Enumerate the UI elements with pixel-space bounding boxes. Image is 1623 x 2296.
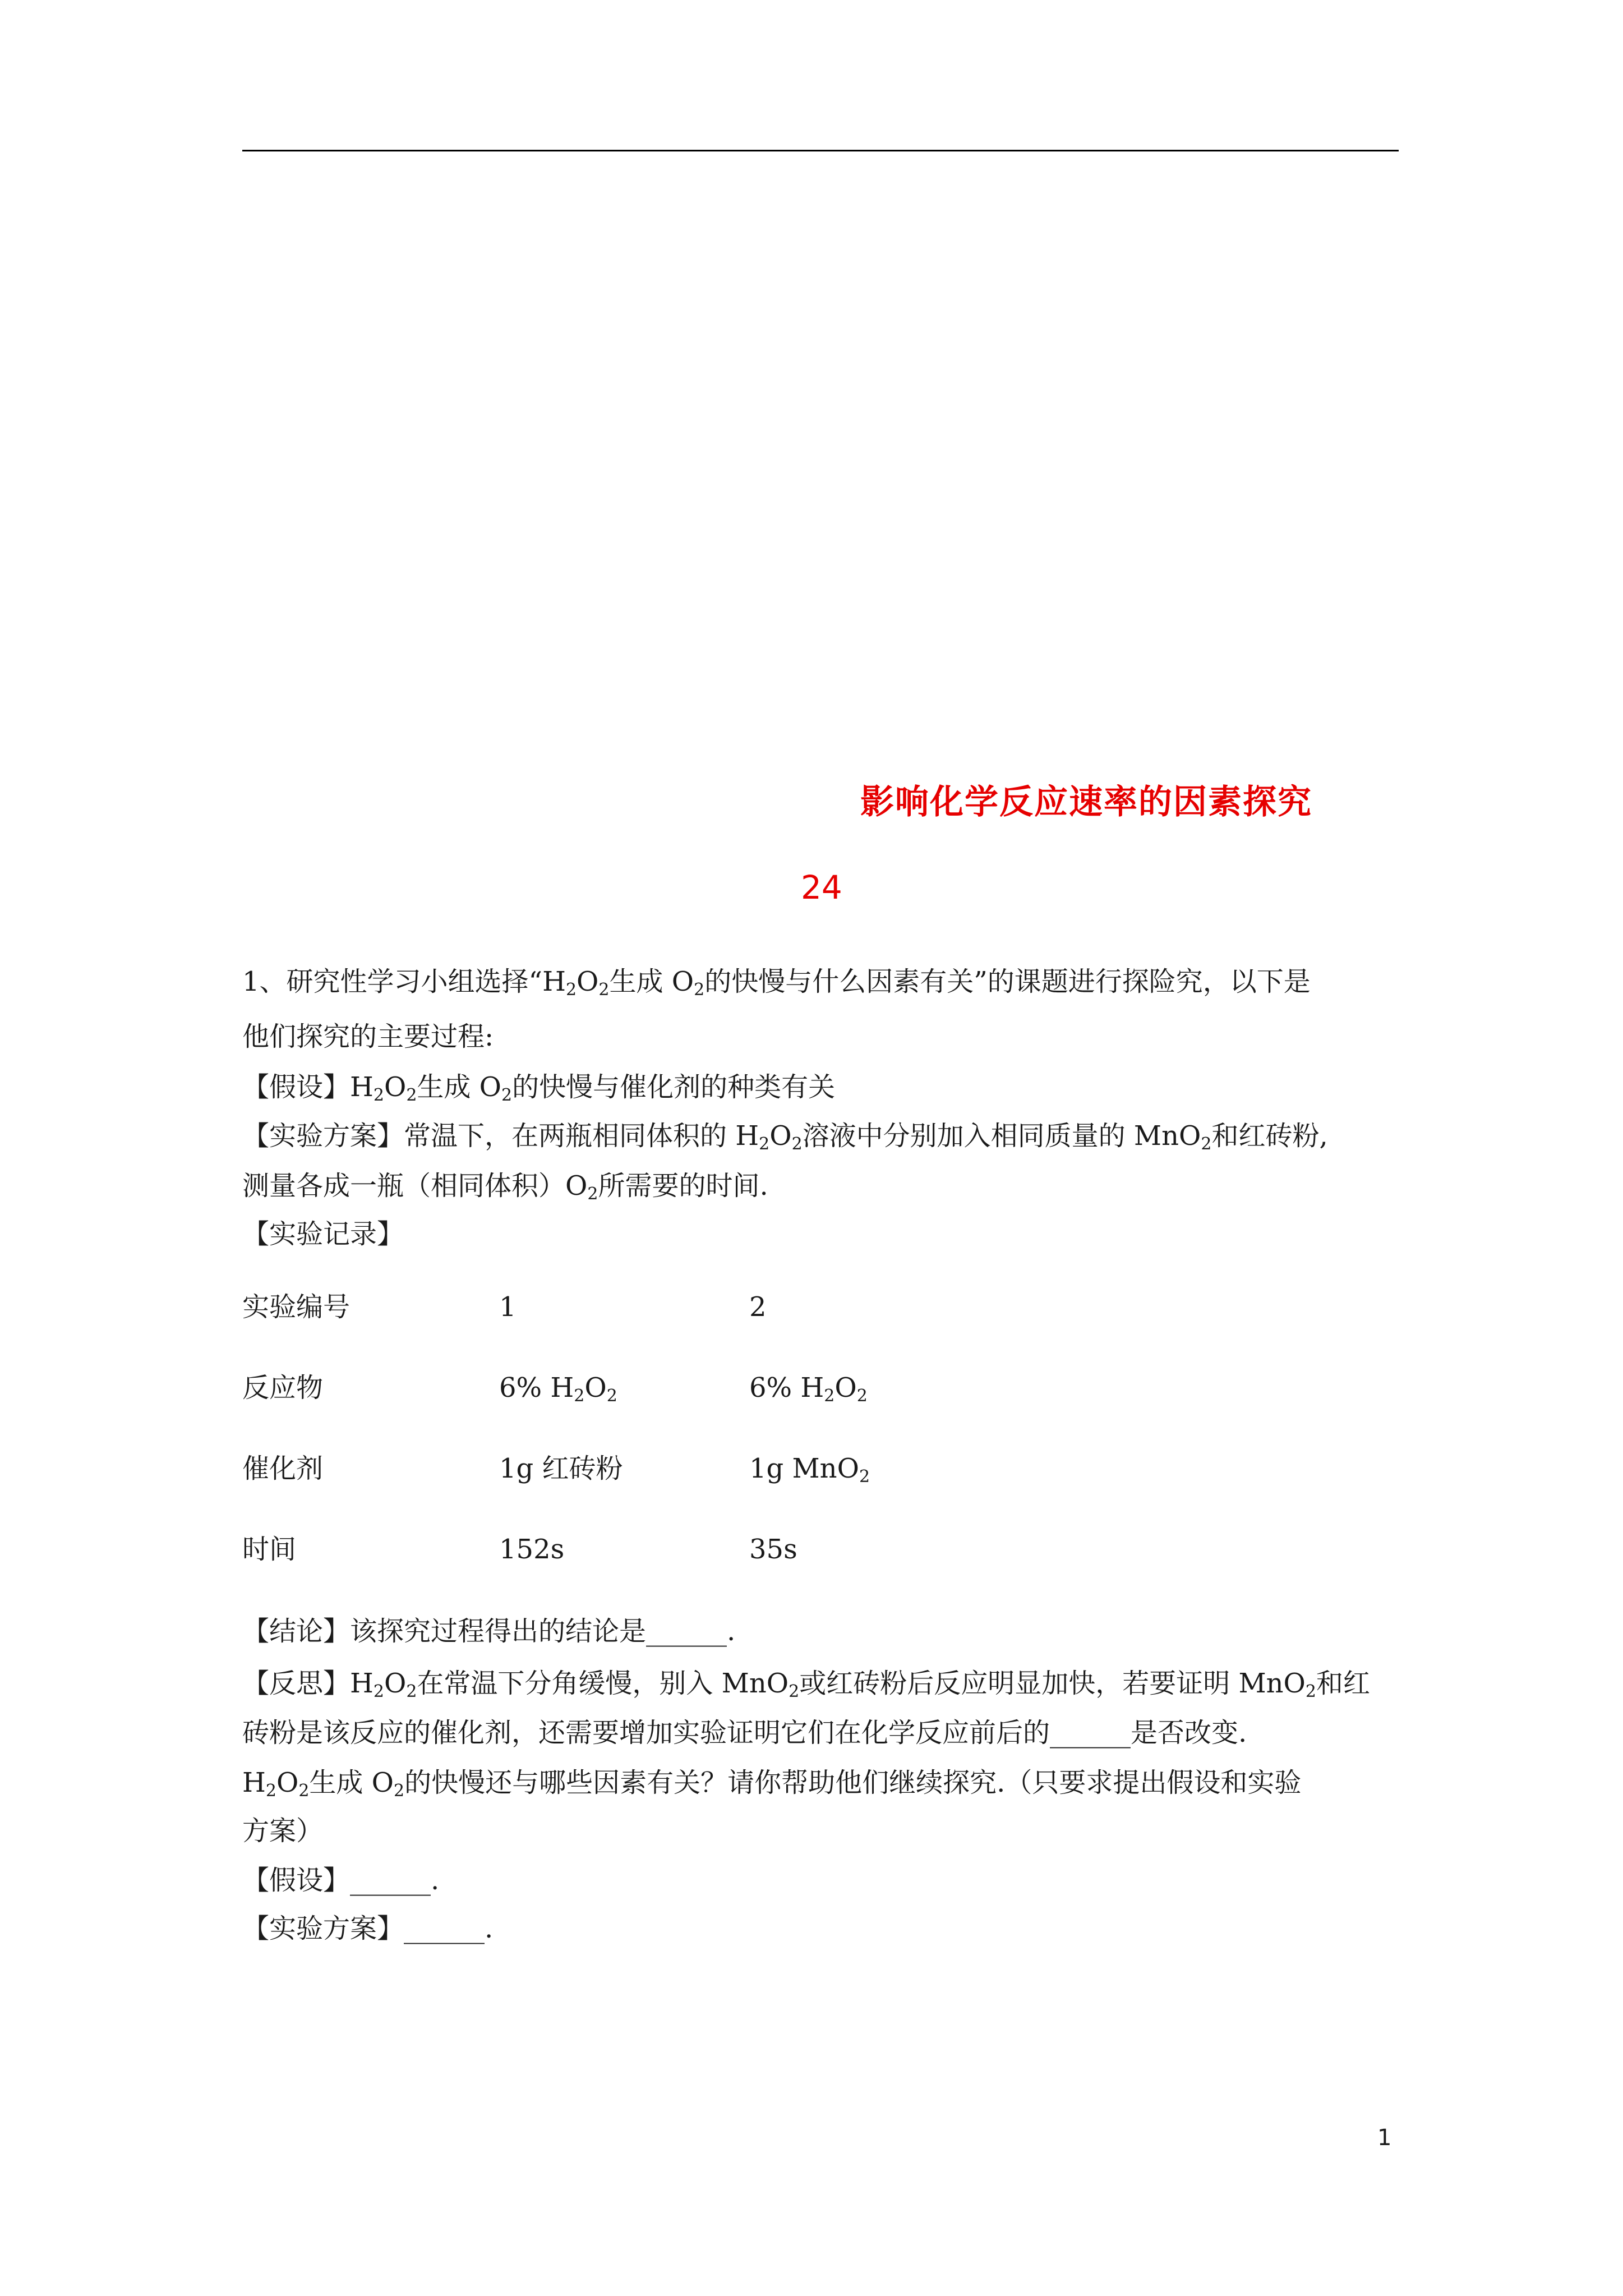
further-question-line-2: 方案）: [242, 1815, 324, 1847]
question-line-1: 1、研究性学习小组选择“$H_2O_2$生成 $O_2$的快慢与什么因素有关”的课题进行探险究，以下是: [242, 966, 1311, 1000]
question-line-2: 他们探究的主要过程:: [242, 1021, 494, 1052]
conclusion: 【结论】该探究过程得出的结论是______.: [242, 1616, 736, 1647]
hypothesis: 【假设】$H_2O_2$生成 $O_2$的快慢与催化剂的种类有关: [242, 1071, 836, 1105]
further-question: $H_2O_2$生成 $O_2$的快慢还与哪些因素有关？请你帮助他们继续探究.（只要求提出假设和实验: [242, 1767, 1302, 1801]
doc-number: 24: [801, 868, 842, 907]
doc-title: 影响化学反应速率的因素探究: [860, 783, 1312, 822]
experiment-plan: 【实验方案】常温下，在两瓶相同体积的 $H_2O_2$溶液中分别加入相同质量的 MnO$_2$和红砖粉,: [242, 1120, 1328, 1154]
table-row-label: 时间: [242, 1534, 297, 1565]
table-cell: 152s: [499, 1534, 565, 1565]
experiment-plan-line-2: 测量各成一瓶（相同体积）$O_2$所需要的时间.: [242, 1170, 768, 1204]
record-label: 【实验记录】: [242, 1218, 404, 1250]
table-cell: 2: [749, 1291, 767, 1323]
table-cell: 6% $H_2O_2$: [499, 1372, 617, 1406]
table-cell: 35s: [749, 1534, 797, 1565]
table-cell: 6% $H_2O_2$: [749, 1372, 868, 1406]
table-row-label: 催化剂: [242, 1453, 324, 1484]
table-row-label: 反应物: [242, 1372, 324, 1404]
hypothesis-blank: 【假设】______.: [242, 1865, 440, 1896]
header-rule: [242, 150, 1399, 151]
table-row-label: 实验编号: [242, 1291, 351, 1323]
reflection: 【反思】$H_2O_2$在常温下分角缓慢，别入 MnO$_2$或红砖粉后反应明显加快，若要证明 MnO$_2$和红: [242, 1668, 1370, 1701]
table-cell: 1g 红砖粉: [499, 1453, 623, 1484]
table-cell: 1g MnO$_2$: [749, 1453, 870, 1487]
table-cell: 1: [499, 1291, 517, 1323]
reflection-line-2: 砖粉是该反应的催化剂，还需要增加实验证明它们在化学反应前后的______是否改变.: [242, 1717, 1247, 1749]
page-number: 1: [1377, 2125, 1392, 2151]
experiment-plan-blank: 【实验方案】______.: [242, 1913, 494, 1944]
